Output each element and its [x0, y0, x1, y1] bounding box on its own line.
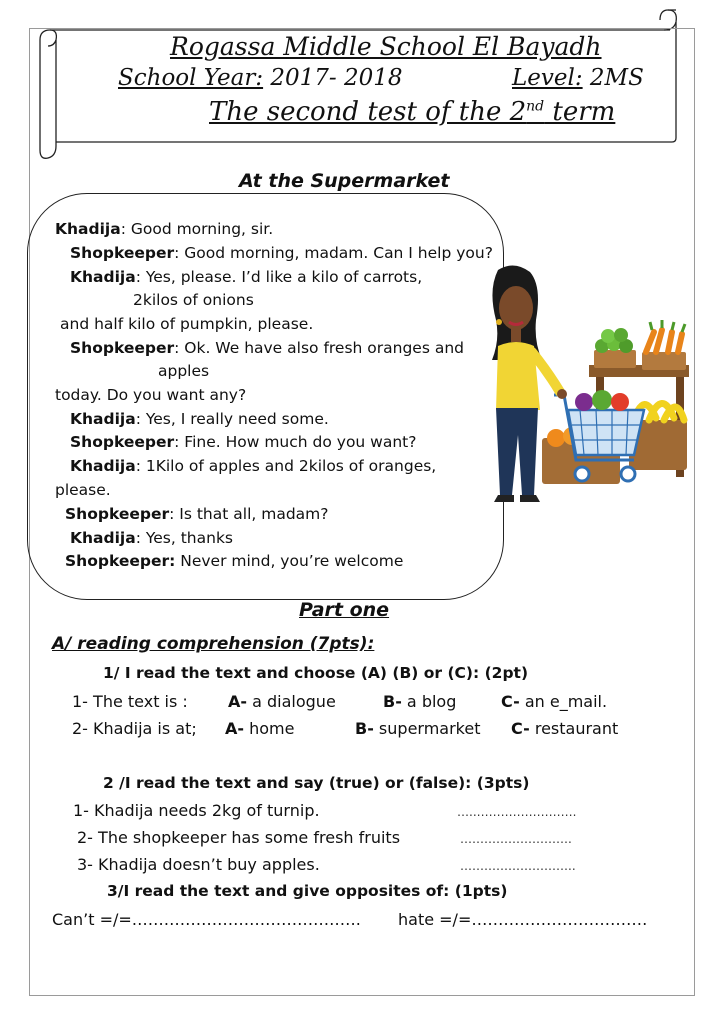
- line-text: Is that all, madam?: [179, 505, 329, 523]
- line-text: Never mind, you’re welcome: [180, 552, 404, 570]
- line-text: Yes, thanks: [145, 529, 233, 547]
- option-label: A-: [225, 719, 245, 738]
- task3-title: 3/I read the text and give opposites of: (1pts): [107, 882, 508, 900]
- line-text: Fine. How much do you want?: [184, 433, 417, 451]
- task1-item1-option-c: [501, 692, 607, 711]
- school-name-text: Rogassa Middle School El Bayadh: [170, 32, 602, 61]
- task2-title: 2 /I read the text and say (true) or (false): (3pts): [103, 774, 530, 792]
- task1-item2-option-c: [511, 719, 618, 738]
- option-label: B-: [355, 719, 374, 738]
- school-name: [170, 32, 602, 61]
- dialogue-line: [55, 220, 273, 238]
- speaker-name: Khadija: [70, 457, 136, 475]
- task1-item2-stem: 2- Khadija is at;: [72, 719, 197, 738]
- speaker-name: Shopkeeper: [65, 505, 170, 523]
- dialogue-line: [70, 457, 436, 475]
- option-label: B-: [383, 692, 402, 711]
- speaker-separator: :: [169, 505, 180, 523]
- dialogue-line: [70, 244, 493, 262]
- option-label: C-: [511, 719, 530, 738]
- dialogue-line: [158, 362, 209, 380]
- reading-comprehension-title: A/ reading comprehension (7pts):: [52, 634, 375, 654]
- test-title: [209, 97, 615, 127]
- school-year-value: 2017- 2018: [270, 65, 403, 91]
- speaker-separator: :: [174, 244, 185, 262]
- speaker-name: Shopkeeper:: [65, 552, 176, 570]
- dialogue-line: [133, 291, 254, 309]
- dialogue-line: [70, 410, 329, 428]
- task1-item2-option-b: [355, 719, 480, 738]
- test-title-a: The second test of the 2: [209, 97, 527, 127]
- option-text: restaurant: [529, 719, 619, 738]
- option-label: A-: [228, 692, 248, 711]
- task1-item1-stem: 1- The text is :: [72, 692, 188, 711]
- task3-item-cant[interactable]: Can’t =/=…………………………………….: [52, 910, 361, 929]
- speaker-separator: :: [120, 220, 131, 238]
- dialogue-line: [70, 529, 233, 547]
- speaker-separator: :: [174, 433, 185, 451]
- dialogue-title: At the Supermarket: [239, 170, 450, 192]
- speaker-separator: :: [135, 529, 146, 547]
- speaker-name: Khadija: [55, 220, 121, 238]
- line-text: and half kilo of pumpkin, please.: [60, 315, 314, 333]
- part-one-title: Part one: [299, 599, 390, 621]
- task2-item-1: 1- Khadija needs 2kg of turnip.: [73, 801, 320, 820]
- speaker-name: Khadija: [70, 268, 136, 286]
- task1-item1-option-b: [383, 692, 456, 711]
- speaker-name: Khadija: [70, 529, 136, 547]
- option-text: a blog: [401, 692, 457, 711]
- school-year: [118, 65, 403, 91]
- speaker-separator: :: [135, 268, 146, 286]
- option-label: C-: [501, 692, 520, 711]
- speaker-separator: :: [135, 457, 146, 475]
- test-title-sup: nd: [526, 98, 545, 115]
- line-text: Yes, I really need some.: [145, 410, 329, 428]
- dialogue-line: [55, 481, 111, 499]
- level-label: Level:: [512, 65, 583, 91]
- option-text: home: [244, 719, 295, 738]
- test-title-b: term: [544, 97, 616, 127]
- level: [512, 65, 644, 91]
- line-text: Good morning, madam. Can I help you?: [184, 244, 493, 262]
- level-value: 2MS: [589, 65, 644, 91]
- option-text: an e_mail.: [519, 692, 608, 711]
- shopper-illustration: [484, 260, 694, 520]
- task2-item-2-blank[interactable]: ……………………….: [460, 832, 572, 846]
- task2-item-1-blank[interactable]: …..…………………….: [457, 805, 577, 819]
- line-text: Yes, please. I’d like a kilo of carrots,: [145, 268, 423, 286]
- dialogue-line: [70, 268, 422, 286]
- dialogue-line: [55, 386, 246, 404]
- line-text: Good morning, sir.: [130, 220, 274, 238]
- line-text: please.: [55, 481, 111, 499]
- task3-item-hate[interactable]: hate =/=……………………………: [398, 910, 648, 929]
- speaker-name: Shopkeeper: [70, 433, 175, 451]
- speaker-name: Shopkeeper: [70, 339, 175, 357]
- line-text: 1Kilo of apples and 2kilos of oranges,: [145, 457, 437, 475]
- dialogue-line: [70, 433, 417, 451]
- speaker-separator: :: [174, 339, 185, 357]
- task1-item2-option-a: [225, 719, 294, 738]
- task2-item-3: 3- Khadija doesn’t buy apples.: [77, 855, 320, 874]
- line-text: apples: [158, 362, 210, 380]
- speaker-name: Khadija: [70, 410, 136, 428]
- speaker-name: Shopkeeper: [70, 244, 175, 262]
- dialogue-line: [70, 339, 464, 357]
- dialogue-line: [65, 505, 328, 523]
- option-text: supermarket: [373, 719, 481, 738]
- dialogue-line: [60, 315, 313, 333]
- task2-item-2: 2- The shopkeeper has some fresh fruits: [77, 828, 401, 847]
- speaker-separator: :: [135, 410, 146, 428]
- task2-item-3-blank[interactable]: ………………………..: [460, 859, 576, 873]
- task1-title: 1/ I read the text and choose (A) (B) or (C): (2pt): [103, 664, 529, 682]
- task1-item1-option-a: [228, 692, 336, 711]
- school-year-label: School Year:: [118, 65, 264, 91]
- line-text: Ok. We have also fresh oranges and: [184, 339, 465, 357]
- option-text: a dialogue: [247, 692, 336, 711]
- dialogue-line: [65, 552, 403, 570]
- line-text: today. Do you want any?: [55, 386, 247, 404]
- line-text: 2kilos of onions: [133, 291, 254, 309]
